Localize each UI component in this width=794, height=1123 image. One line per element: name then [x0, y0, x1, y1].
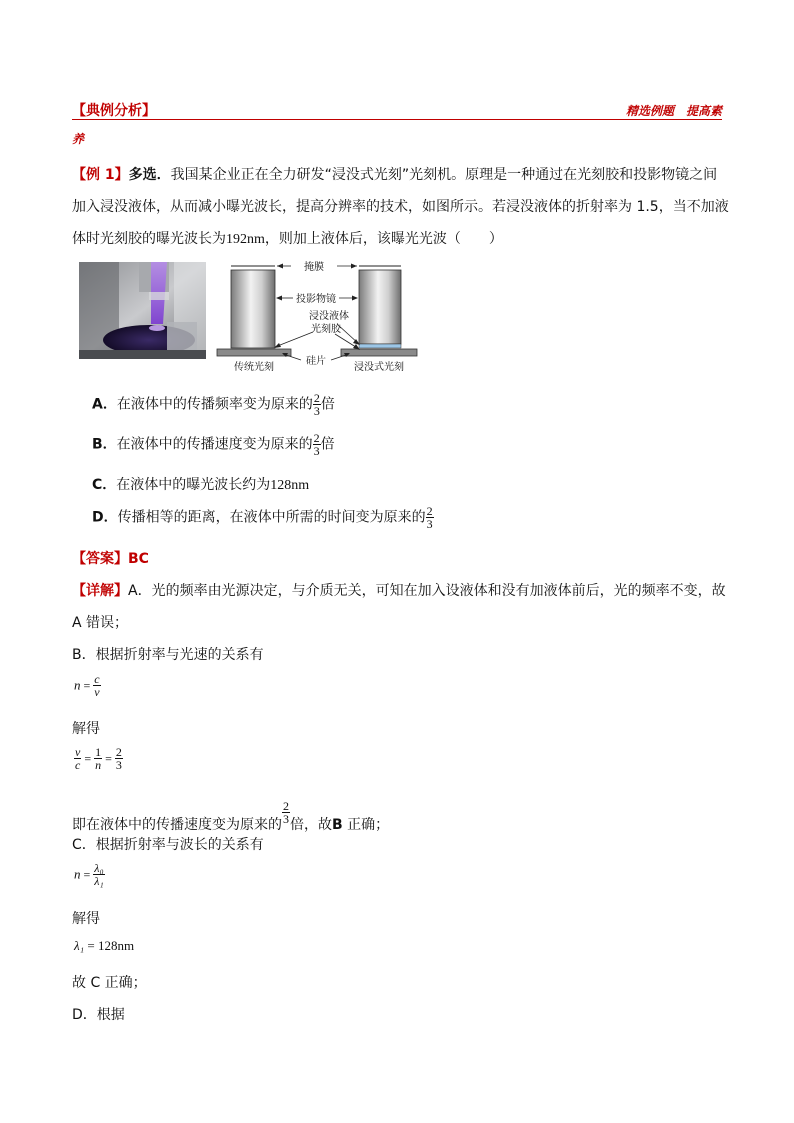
answer	[72, 548, 149, 568]
caption-immersion: 浸没式光刻	[354, 362, 404, 373]
label-wafer: 硅片	[306, 356, 326, 367]
answer-tag: 【答案】	[72, 551, 128, 567]
question-line-1	[72, 164, 717, 184]
answer-value: BC	[128, 551, 149, 567]
question-line-3: 体时光刻胶的曝光波长为192nm，则加上液体后，该曝光光波（ ）	[72, 231, 503, 247]
option-d-fraction: $\frac{2}{3}$	[426, 504, 433, 531]
formula-n-lambda: n = $\frac{\text{λ₀}}{\text{λ₁}}$	[74, 861, 104, 888]
solve-label-1: 解得	[72, 721, 100, 737]
detail-b-head: B．根据折射率与光速的关系有	[72, 647, 264, 663]
lithography-photo	[79, 262, 206, 359]
formula-n-c-v: n = $\frac{c}{v}$	[74, 672, 100, 699]
detail-c-head: C．根据折射率与波长的关系有	[72, 837, 264, 853]
option-b-fraction: $\frac{2}{3}$	[313, 431, 320, 458]
label-resist: 光刻胶	[311, 324, 341, 335]
detail-d-head: D．根据	[72, 1007, 125, 1023]
question-line-2: 加入浸没液体，从而减小曝光波长，提高分辨率的技术，如图所示。若浸没液体的折射率为 1.5，当不加液	[72, 199, 729, 215]
question-tag: 【例 1】	[72, 167, 129, 183]
label-liquid: 浸没液体	[309, 311, 349, 322]
solve-label-2: 解得	[72, 911, 100, 927]
formula-lambda1-result: λ₁ = 128nm	[74, 938, 135, 953]
lithography-diagram	[213, 258, 423, 374]
option-a: A．在液体中的传播频率变为原来的 $\frac{2}{3}$ 倍	[92, 391, 335, 418]
b-conclusion-fraction: $\frac{2}{3}$	[283, 799, 289, 826]
section-subtitle-wrap: 养	[72, 132, 85, 146]
option-a-fraction: $\frac{2}{3}$	[313, 391, 320, 418]
option-c: C．在液体中的曝光波长约为128nm	[92, 477, 310, 493]
question-type: 多选．	[128, 167, 171, 183]
option-d: D．传播相等的距离，在液体中所需的时间变为原来的 $\frac{2}{3}$	[92, 504, 433, 531]
detail-a-line-1: 【详解】A．光的频率由光源决定，与介质无关，可知在加入设液体和没有加液体前后，光的频率不变，故	[72, 583, 726, 599]
formula-v-c-ratio: $\frac{v}{c}$ = $\frac{1}{n}$ = $\frac{2}{3}$	[75, 745, 122, 772]
label-mask: 掩膜	[304, 262, 324, 273]
option-b: B．在液体中的传播速度变为原来的 $\frac{2}{3}$ 倍	[92, 431, 335, 458]
detail-a-line-2: A 错误；	[72, 615, 129, 631]
section-subtitle: 精选例题 提高素	[625, 104, 722, 118]
detail-tag: 【详解】	[72, 583, 128, 599]
label-lens: 投影物镜	[296, 294, 336, 305]
section-title: 【典例分析】	[72, 103, 156, 119]
header-rule	[72, 119, 722, 120]
detail-b-conclusion: 即在液体中的传播速度变为原来的 $\frac{2}{3}$ 倍，故B 正确；	[72, 799, 390, 833]
caption-traditional: 传统光刻	[234, 362, 274, 373]
question-text-1: 我国某企业正在全力研发“浸没式光刻”光刻机。原理是一种通过在光刻胶和投影物镜之间	[170, 167, 718, 183]
detail-c-conclusion: 故 C 正确；	[72, 975, 147, 991]
